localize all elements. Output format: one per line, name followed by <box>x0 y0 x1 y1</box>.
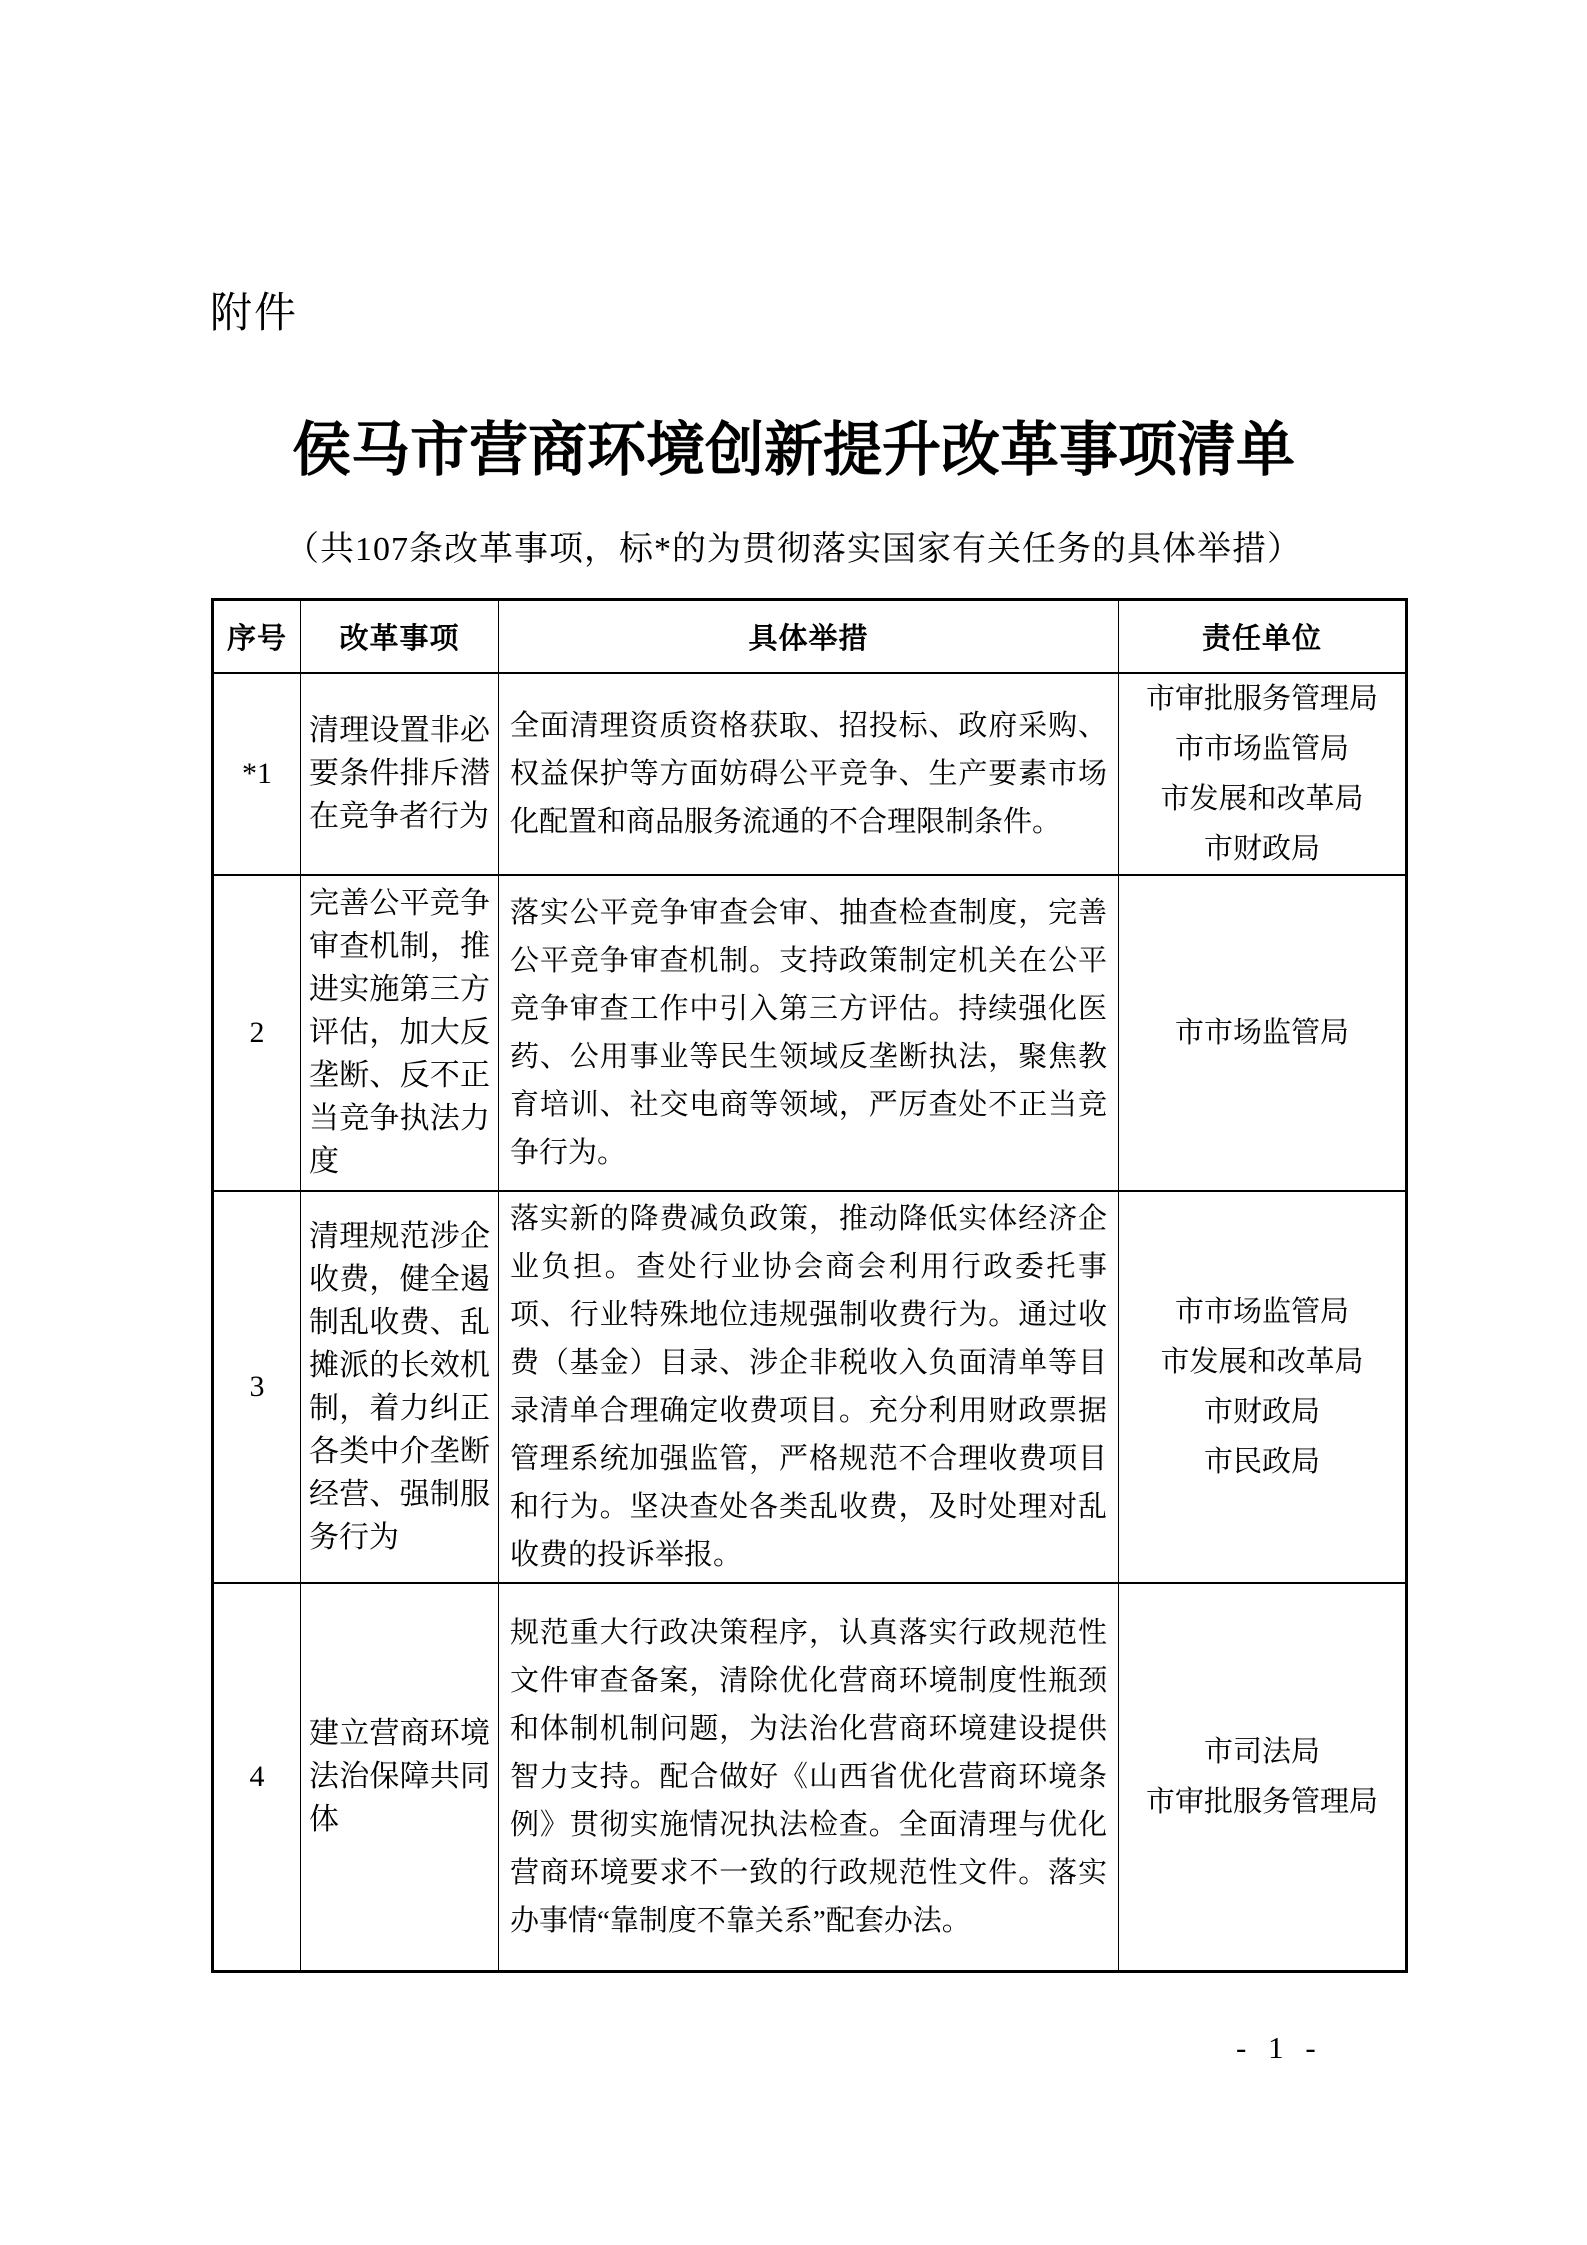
specific-measures-text: 全面清理资质资格获取、招投标、政府采购、权益保护等方面妨碍公平竞争、生产要素市场化配置和商品服务流通的不合理限制条件。 <box>510 709 1107 838</box>
serial-number-cell: 4 <box>213 1583 301 1972</box>
specific-measures-text: 落实公平竞争审查会审、抽查检查制度，完善公平竞争审查机制。支持政策制定机关在公平竞争审查工作中引入第三方评估。持续强化医药、公用事业等民生领域反垄断执法，聚焦教育培训、社交电商等领域，严厉查处不正当竞争行为。 <box>510 896 1107 1169</box>
responsible-unit: 市民政局 <box>1203 1445 1320 1478</box>
responsible-unit: 市审批服务管理局 <box>1145 1785 1378 1818</box>
serial-number-cell: *1 <box>213 673 301 875</box>
responsible-unit: 市司法局 <box>1203 1735 1320 1768</box>
table-header-row <box>213 600 1407 673</box>
reform-item-cell <box>301 875 499 1191</box>
page-subtitle: （共107条改革事项，标*的为贯彻落实国家有关任务的具体举措） <box>285 531 1302 568</box>
responsible-unit: 市财政局 <box>1203 832 1320 865</box>
specific-measures-text: 规范重大行政决策程序，认真落实行政规范性文件审查备案，清除优化营商环境制度性瓶颈和体制机制问题，为法治化营商环境建设提供智力支持。配合做好《山西省优化营商环境条例》贯彻实施情况执法检查。全面清理与优化营商环境要求不一致的行政规范性文件。落实办事情“靠制度不靠关系”配套办法。 <box>510 1616 1107 1937</box>
reform-items-table <box>211 598 1408 1973</box>
serial-number-cell: 2 <box>213 875 301 1191</box>
specific-measures-cell <box>499 1191 1119 1583</box>
attachment-label: 附件 <box>210 289 299 336</box>
responsible-unit-cell <box>1119 1583 1407 1972</box>
table-row <box>213 1583 1407 1972</box>
reform-item-cell <box>301 1583 499 1972</box>
specific-measures-text: 落实新的降费减负政策，推动降低实体经济企业负担。查处行业协会商会利用行政委托事项、行业特殊地位违规强制收费行为。通过收费（基金）目录、涉企非税收入负面清单等目录清单合理确定收费项目。充分利用财政票据管理系统加强监管，严格规范不合理收费项目和行为。坚决查处各类乱收费，及时处理对乱收费的投诉举报。 <box>510 1202 1107 1571</box>
responsible-unit-cell <box>1119 875 1407 1191</box>
table-row <box>213 1191 1407 1583</box>
reform-item-text: 清理设置非必要条件排斥潜在竞争者行为 <box>309 714 490 833</box>
header-responsible-unit: 责任单位 <box>1119 600 1407 673</box>
header-serial-number: 序号 <box>213 600 301 673</box>
responsible-unit: 市发展和改革局 <box>1160 782 1364 815</box>
specific-measures-cell <box>499 1583 1119 1972</box>
header-reform-item: 改革事项 <box>301 600 499 673</box>
reform-item-cell <box>301 673 499 875</box>
responsible-unit: 市财政局 <box>1203 1395 1320 1428</box>
specific-measures-cell <box>499 875 1119 1191</box>
table-row <box>213 673 1407 875</box>
responsible-unit: 市审批服务管理局 <box>1145 682 1378 715</box>
responsible-unit: 市市场监管局 <box>1174 1016 1349 1049</box>
responsible-unit: 市市场监管局 <box>1174 732 1349 765</box>
reform-item-text: 建立营商环境法治保障共同体 <box>309 1717 490 1837</box>
responsible-unit: 市市场监管局 <box>1174 1295 1349 1328</box>
responsible-unit-cell <box>1119 673 1407 875</box>
specific-measures-cell <box>499 673 1119 875</box>
reform-item-text: 清理规范涉企收费，健全遏制乱收费、乱摊派的长效机制，着力纠正各类中介垄断经营、强制服务行为 <box>309 1219 490 1554</box>
responsible-unit: 市发展和改革局 <box>1160 1345 1364 1378</box>
reform-item-cell <box>301 1191 499 1583</box>
page-number: - 1 - <box>1236 2030 1323 2065</box>
responsible-unit-cell <box>1119 1191 1407 1583</box>
reform-item-text: 完善公平竞争审查机制，推进实施第三方评估，加大反垄断、反不正当竞争执法力度 <box>309 887 490 1178</box>
table-row <box>213 875 1407 1191</box>
serial-number-cell: 3 <box>213 1191 301 1583</box>
page-title: 侯马市营商环境创新提升改革事项清单 <box>291 417 1295 483</box>
header-specific-measures: 具体举措 <box>499 600 1119 673</box>
